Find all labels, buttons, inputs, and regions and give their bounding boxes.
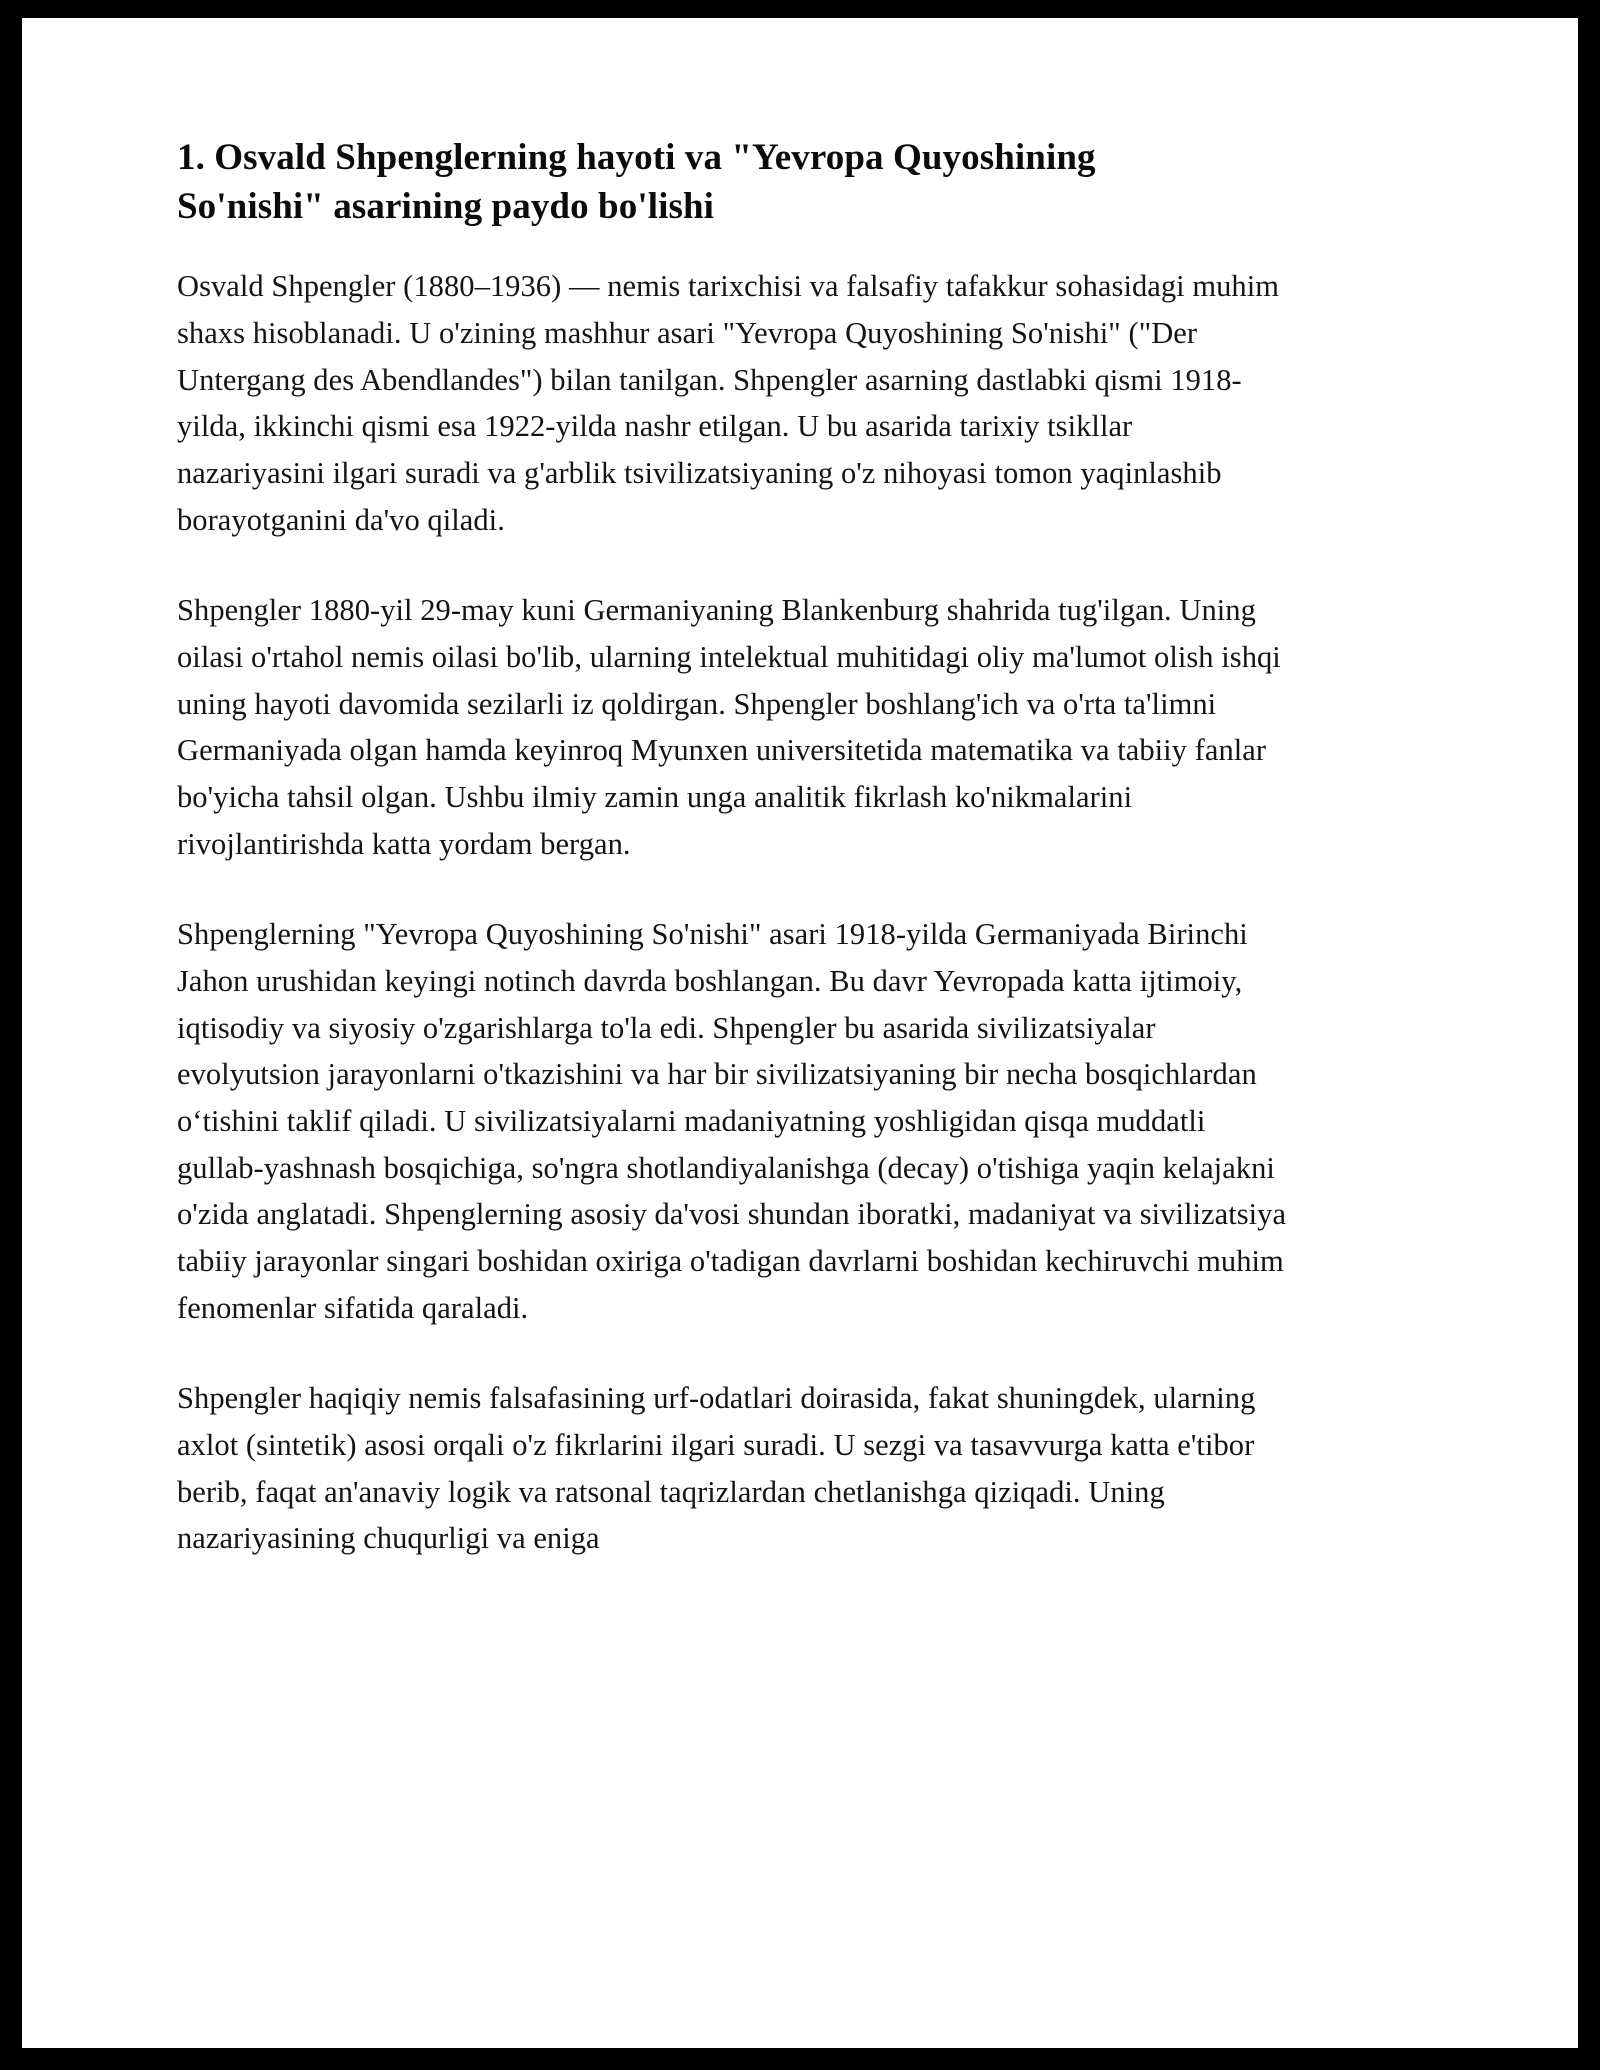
document-body: [177, 133, 1287, 1562]
paragraph-2: Shpengler 1880-yil 29-may kuni Germaniyaning Blankenburg shahrida tug'ilgan. Uning oilasi o'rtahol nemis oilasi bo'lib, ularning intelektual muhitidagi oliy ma'lumot olish ishqi uning hayoti davomida sezilarli iz qoldirgan. Shpengler boshlang'ich va o'rta ta'limni Germaniyada olgan hamda keyinroq Myunxen universitetida matematika va tabiiy fanlar bo'yicha tahsil olgan. Ushbu ilmiy zamin unga analitik fikrlash ko'nikmalarini rivojlantirishda katta yordam bergan.: [177, 593, 1281, 861]
paragraph-1: Osvald Shpengler (1880–1936) — nemis tarixchisi va falsafiy tafakkur sohasidagi muhim shaxs hisoblanadi. U o'zining mashhur asari "Yevropa Quyoshining So'nishi" ("Der Untergang des Abendlandes") bilan tanilgan. Shpengler asarning dastlabki qismi 1918-yilda, ikkinchi qismi esa 1922-yilda nashr etilgan. U bu asarida tarixiy tsikllar nazariyasini ilgari suradi va g'arblik tsivilizatsiyaning o'z nihoyasi tomon yaqinlashib borayotganini da'vo qiladi.: [177, 269, 1280, 537]
page-sheet: [22, 18, 1578, 2048]
page-title: 1. Osvald Shpenglerning hayoti va "Yevropa Quyoshining So'nishi" asarining paydo bo'lishi: [177, 137, 1096, 228]
paragraph-4: Shpengler haqiqiy nemis falsafasining urf-odatlari doirasida, fakat shuningdek, ularning axlot (sintetik) asosi orqali o'z fikrlarini ilgari suradi. U sezgi va tasavvurga katta e'tibor berib, faqat an'anaviy logik va ratsonal taqrizlardan chetlanishga qiziqadi. Uning nazariyasining chuqurligi va eniga: [177, 1381, 1256, 1556]
paragraph-3: Shpenglerning "Yevropa Quyoshining So'nishi" asari 1918-yilda Germaniyada Birinchi Jahon urushidan keyingi notinch davrda boshlangan. Bu davr Yevropada katta ijtimoiy, iqtisodiy va siyosiy o'zgarishlarga to'la edi. Shpengler bu asarida sivilizatsiyalar evolyutsion jarayonlarni o'tkazishini va har bir sivilizatsiyaning bir necha bosqichlardan o‘tishini taklif qiladi. U sivilizatsiyalarni madaniyatning yoshligidan qisqa muddatli gullab-yashnash bosqichiga, so'ngra shotlandiyalanishga (decay) o'tishiga yaqin kelajakni o'zida anglatadi. Shpenglerning asosiy da'vosi shundan iboratki, madaniyat va sivilizatsiya tabiiy jarayonlar singari boshidan oxiriga o'tadigan davrlarni boshidan kechiruvchi muhim fenomenlar sifatida qaraladi.: [177, 917, 1287, 1325]
